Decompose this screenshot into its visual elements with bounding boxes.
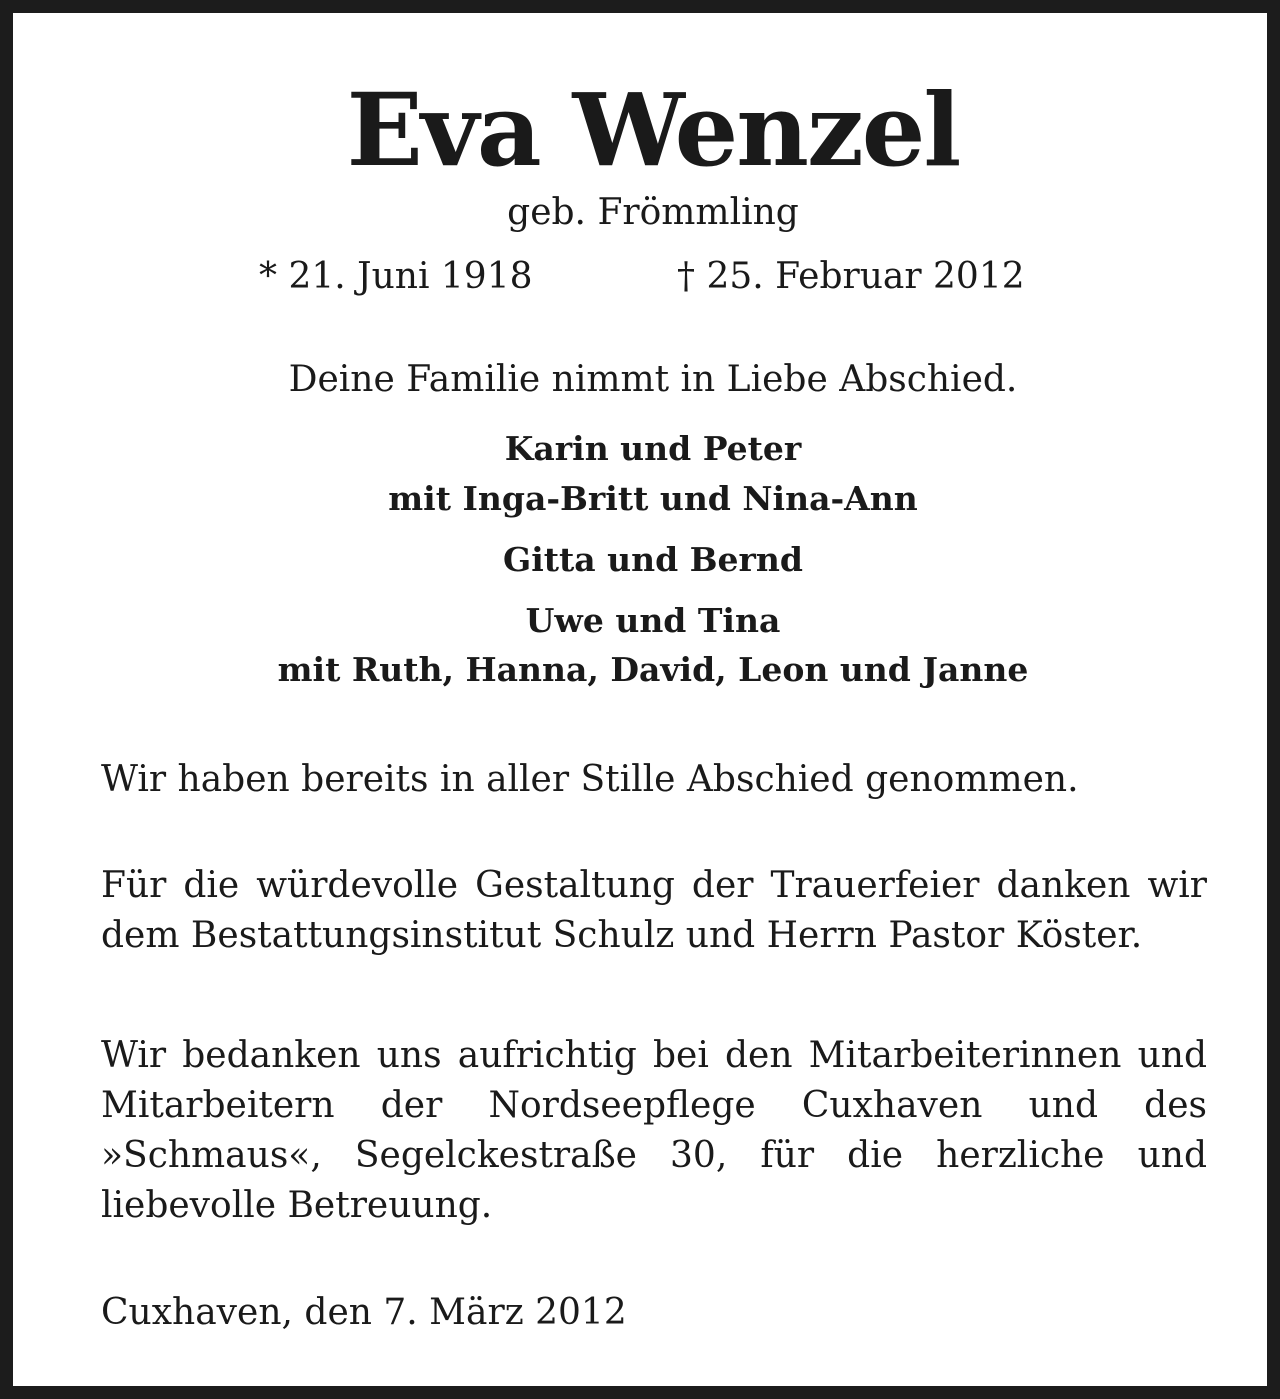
birth-date: * 21. Juni 1918 xyxy=(259,256,533,297)
funeral-thanks-paragraph: Für die würdevolle Gestaltung der Trauerfeier danken wir dem Bestattungsinstitut Schulz und Herrn Pastor Köster. xyxy=(101,865,1207,956)
farewell-line: Deine Familie nimmt in Liebe Abschied. xyxy=(288,359,1018,400)
maiden-name: geb. Frömmling xyxy=(507,192,799,233)
death-date: † 25. Februar 2012 xyxy=(677,256,1025,297)
family-line: Gitta und Bernd xyxy=(503,540,803,579)
family-line: mit Ruth, Hanna, David, Leon und Janne xyxy=(277,650,1029,689)
silence-paragraph: Wir haben bereits in aller Stille Abschied genommen. xyxy=(101,759,1079,800)
deceased-name: Eva Wenzel xyxy=(346,71,960,189)
family-line: Karin und Peter xyxy=(504,429,802,468)
family-line: mit Inga-Britt und Nina-Ann xyxy=(388,479,918,518)
place-and-date: Cuxhaven, den 7. März 2012 xyxy=(101,1292,627,1333)
family-line: Uwe und Tina xyxy=(525,601,781,640)
care-thanks-paragraph: Wir bedanken uns aufrichtig bei den Mitarbeiterinnen und Mitarbeitern der Nordseepflege Cuxhaven und des »Schmaus«, Segelckestraße 30, für die herzliche und liebevolle Betreuung. xyxy=(101,1035,1207,1226)
